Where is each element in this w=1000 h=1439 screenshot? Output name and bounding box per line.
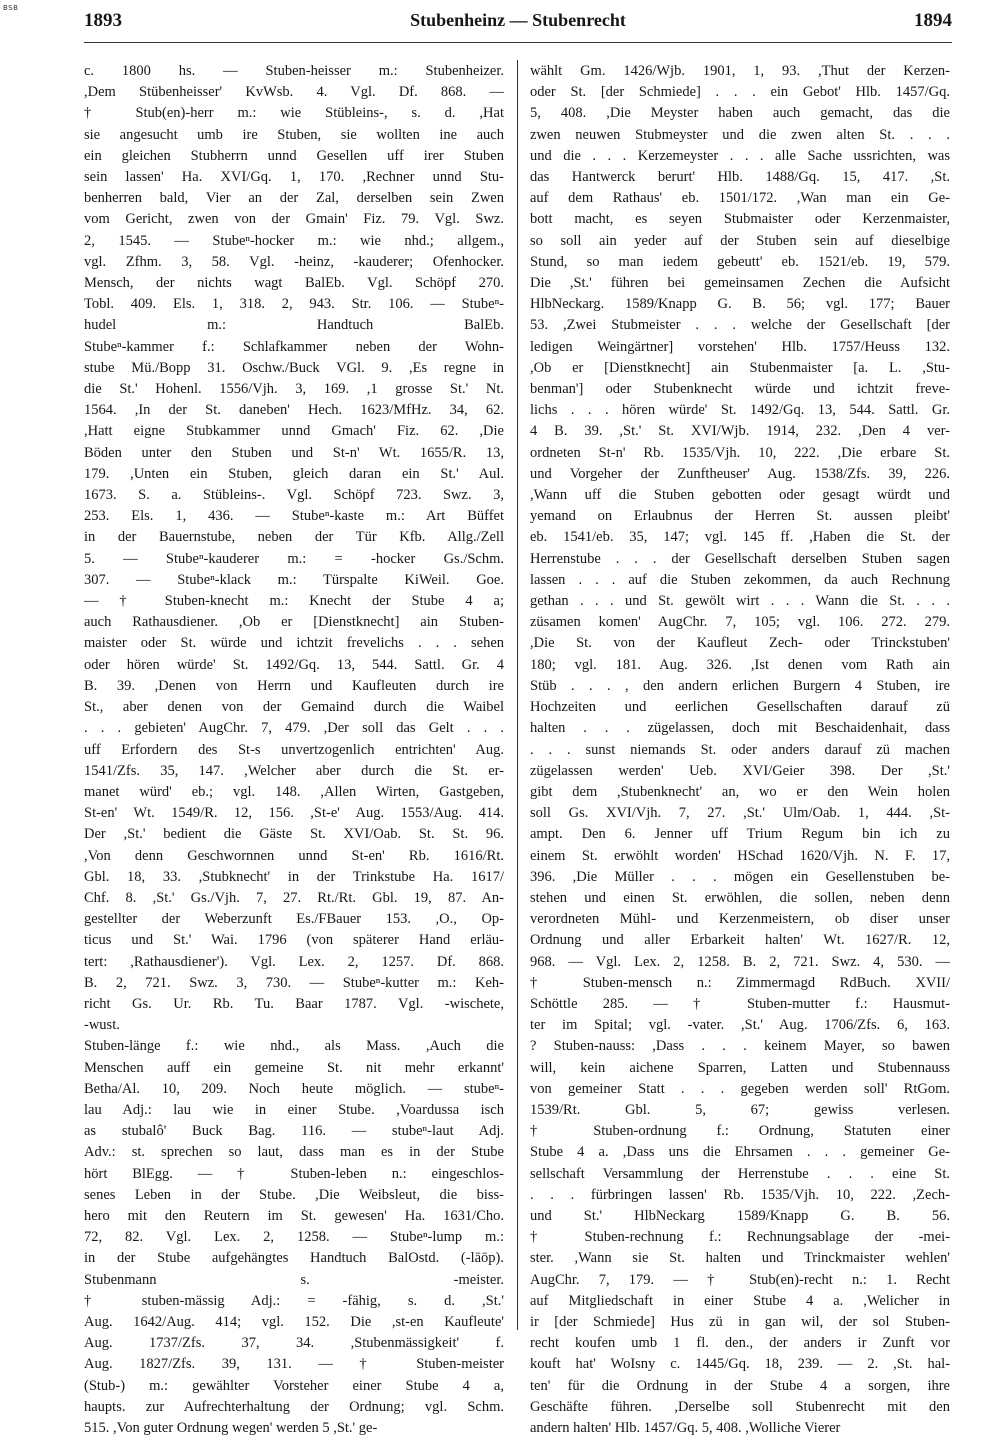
text-line: hört BlEgg. — † Stuben-leben n.: eingeschlos- (84, 1165, 504, 1182)
text-line: 1539/Rt. Gbl. 5, 67; gewiss verlesen. (530, 1101, 950, 1118)
text-line: ordneten St-n' Rb. 1535/Vjh. 10, 222. ,Die erbare St. (530, 444, 950, 461)
text-line: zügelassen werden' Ueb. XVI/Geier 398. Der ,St.' (530, 762, 950, 779)
text-line: soll Gs. XVI/Vjh. 7, 27. ,St.' Ulm/Oab. 1, 444. ,St- (530, 805, 950, 822)
text-line: Der ,St.' bedient die Gäste St. XVI/Oab. St. St. 96. (84, 826, 504, 843)
text-line: Menschen auff ein gemeine St. nit mehr erkannt' (84, 1059, 504, 1076)
text-line: ,Hatt eigne Stubkammer unnd Gmach' Fiz. 62. ,Die (84, 423, 504, 440)
text-line: sellschaft Versammlung der Herrenstube . . . eine St. (530, 1165, 950, 1182)
text-line: 1541/Zfs. 35, 147. ,Welcher aber durch die St. er- (84, 762, 504, 779)
text-line: B. 39. ,Denen von Herrn und Kaufleuten durch ire (84, 677, 504, 694)
text-line: haupts. zur Aufrechterhaltung der Ordnung; vgl. Schm. (84, 1398, 504, 1415)
text-line: halten . . . zügelassen, doch mit Beschaidenhait, dass (530, 720, 950, 737)
column-divider (517, 60, 518, 1330)
text-line: 307. — Stubeⁿ-klack m.: Türspalte KiWeil. Goe. (84, 571, 504, 588)
text-line: — † Stuben-knecht m.: Knecht der Stube 4 a; (84, 593, 504, 610)
text-line: Adv.: st. sprechen so laut, dass man es in der Stube (84, 1144, 504, 1161)
text-line: 968. — Vgl. Lex. 2, 1258. B. 2, 721. Swz. 4, 530. — (530, 953, 950, 970)
text-line: tert: ,Rathausdiener'). Vgl. Lex. 2, 1257. Df. 868. (84, 953, 504, 970)
text-line: und die . . . Kerzemeyster . . . alle Sache ussrichten, was (530, 147, 950, 164)
text-line: Stuben-länge f.: wie nhd., als Mass. ,Auch die (84, 1038, 504, 1055)
text-line: ampt. Den 6. Jenner uff Trium Regum bin ich zu (530, 826, 950, 843)
running-head: Stubenheinz — Stubenrecht (410, 10, 626, 30)
text-line: verordneten Mühl- und Kerzenmeistern, ob diser unser (530, 911, 950, 928)
text-line: wählt Gm. 1426/Wjb. 1901, 1, 93. ,Thut der Kerzen- (530, 63, 950, 79)
page-header (84, 10, 952, 38)
text-line: ticus und St.' Wai. 1796 (von späterer Hand erläu- (84, 932, 504, 949)
text-line: auf Mitgliedschaft in einer Stube 4 a. ,Welicher in (530, 1292, 950, 1309)
page-number-left: 1893 (84, 10, 122, 31)
text-line: so soll ain yeder auf der Stuben sein auf dieselbige (530, 232, 950, 249)
text-line: in der Bauernstube, neben der Tür Kfb. Allg./Zell (84, 529, 504, 546)
left-column (84, 61, 504, 1439)
text-line: Mensch, der nichts wagt BalEb. Vgl. Schöpf 270. (84, 275, 504, 292)
text-line: zwen neuwen Stubmeyster und die zwen alten St. . . . (530, 126, 950, 143)
text-line: ,Von denn Geschwornnen unnd St-en' Rb. 1616/Rt. (84, 847, 504, 864)
text-line: richt Gs. Ur. Rb. Tu. Baar 1787. Vgl. -wischete, (84, 995, 504, 1012)
text-line: ? Stuben-nauss: ,Dass . . . keinem Mayer, so bawen (530, 1038, 950, 1055)
text-line: ,Dem Stübenheisser' KvWsb. 4. Vgl. Df. 868. — (84, 84, 504, 101)
text-line: 396. ,Die Müller . . . mögen ein Gesellenstuben be- (530, 868, 950, 885)
text-line: St-en' Wt. 1549/R. 12, 156. ,St-e' Aug. 1553/Aug. 414. (84, 805, 504, 822)
text-line: c. 1800 hs. — Stuben-heisser m.: Stubenheizer. (84, 63, 504, 79)
text-line: 1673. S. a. Stübleins-. Vgl. Schöpf 723. Swz. 3, (84, 487, 504, 504)
text-line: Stubenmann s. -meister. (84, 1271, 504, 1288)
text-line: . . . sunst niemands St. oder anders darauf zü machen (530, 741, 950, 758)
text-line: 253. Els. 1, 436. — Stubeⁿ-kaste m.: Art Büffet (84, 508, 504, 525)
text-line: HlbNeckarg. 1589/Knapp G. B. 56; vgl. 177; Bauer (530, 296, 950, 313)
text-line: Geschäfte führen. ,Derselbe soll Stubenrecht mit den (530, 1398, 950, 1415)
text-line: gestellter der Weberzunft Es./FBauer 153. ,O., Op- (84, 911, 504, 928)
text-line: ten' für die Ordnung in der Stube 4 a sorgen, ihre (530, 1377, 950, 1394)
text-line: stehen und einen St. erwöhlen, die sollen, neben denn (530, 889, 950, 906)
text-line: † Stuben-rechnung f.: Rechnungsablage der -mei- (530, 1229, 950, 1246)
text-line: Aug. 1642/Aug. 414; vgl. 152. Die ,st-en Kaufleute' (84, 1313, 504, 1330)
text-line: in der Stube aufgehängtes Handtuch BalOstd. (-lāōp). (84, 1250, 504, 1267)
text-line: Die ,St.' führen bei gemeinsamen Zechen die Aufsicht (530, 275, 950, 292)
text-line: Hochzeiten und eerlichen Gesellschaften darauf zü (530, 699, 950, 716)
text-line: und Vorgeher der Zunftheuser' Aug. 1538/Zfs. 39, 226. (530, 465, 950, 482)
text-line: Stubeⁿ-kammer f.: Schlafkammer neben der Wohn- (84, 338, 504, 355)
text-line: benherren bald, Vier an der Zal, derselben sein Zwen (84, 190, 504, 207)
text-line: Gbl. 18, 33. ,Stubknecht' in der Trinkstube Ha. 1617/ (84, 868, 504, 885)
text-line: uff Erfordern des St-s unvertzogenlich entrichten' Aug. (84, 741, 504, 758)
text-line: ein gleichen Stubherrn unnd Gesellen uff irer Stuben (84, 147, 504, 164)
text-line: Stube 4 a. ,Dass uns die Ehrsamen . . . gemeiner Ge- (530, 1144, 950, 1161)
text-line: das Hantwerck berurt' Hlb. 1488/Gq. 15, 417. ,St. (530, 169, 950, 186)
text-line: ter im Spital; vgl. -vater. ,St.' Aug. 1706/Zfs. 6, 163. (530, 1017, 950, 1034)
text-line: (Stub-) m.: gewählter Vorsteher einer Stube 4 a, (84, 1377, 504, 1394)
text-line: 2, 1545. — Stubeⁿ-hocker m.: wie nhd.; allgem., (84, 232, 504, 249)
text-line: manet würd' eb.; vgl. 148. ,Allen Wirten, Gastgeben, (84, 783, 504, 800)
text-line: yemand on Erlaubnus der Herren St. aussen pleibt' (530, 508, 950, 525)
text-line: -wust. (84, 1017, 120, 1034)
text-line: Aug. 1827/Zfs. 39, 131. — † Stuben-meister (84, 1356, 504, 1373)
text-line: Stund, so man iedem gebeutt' eb. 1521/eb. 19, 579. (530, 253, 950, 270)
header-rule (84, 42, 952, 43)
text-line: 5. — Stubeⁿ-kauderer m.: = -hocker Gs./Schm. (84, 550, 504, 567)
text-line: Ordnung und aller Erbarkeit halten' Wt. 1627/R. 12, (530, 932, 950, 949)
text-line: hero mit den Reutern im St. gewesen' Ha. 1631/Cho. (84, 1207, 504, 1224)
text-line: 515. ,Von guter Ordnung wegen' werden 5 ,St.' ge- (84, 1420, 378, 1436)
text-line: ,Die St. von der Kaufleut Zech- oder Trinckstuben' (530, 635, 950, 652)
right-column (530, 61, 950, 1439)
text-line: die St.' Hohenl. 1556/Vjh. 3, 169. ,1 grosse St.' Nt. (84, 381, 504, 398)
library-stamp: BSB (3, 4, 19, 12)
text-line: recht koufen umb 1 fl. den., der anders ir Zunft vor (530, 1335, 950, 1352)
text-line: bott macht, es seyen Stubmaister oder Kerzenmaister, (530, 211, 950, 228)
text-line: 72, 82. Vgl. Lex. 2, 1258. — Stubeⁿ-lump m.: (84, 1229, 504, 1246)
text-line: ir [der Schmiede] Hus zü in gan wil, der sol Stuben- (530, 1313, 950, 1330)
text-line: † Stuben-mensch n.: Zimmermagd RdBuch. XVII/ (530, 974, 950, 991)
text-line: hudel m.: Handtuch BalEb. (84, 317, 504, 334)
text-line: ,Wann uff die Stuben gebotten oder gesagt würdt und (530, 487, 950, 504)
text-line: † stuben-mässig Adj.: = -fähig, s. d. ,St.' (84, 1292, 504, 1309)
text-line: ledigen Weingärtner] vorstehen' Hlb. 1757/Heuss 132. (530, 338, 950, 355)
text-line: 180; vgl. 181. Aug. 326. ,Ist denen vom Rath ain (530, 656, 950, 673)
text-line: oder hören würde' St. 1492/Gq. 13, 544. Sattl. Gr. 4 (84, 656, 504, 673)
text-line: sein lassen' Ha. XVI/Gq. 1, 170. ,Rechner unnd Stu- (84, 169, 504, 186)
text-line: . . . gebieten' AugChr. 7, 479. ,Der soll das Gelt . . . (84, 720, 504, 737)
text-line: kouft hat' WoIsny c. 1445/Gq. 18, 239. — 2. ,St. hal- (530, 1356, 950, 1373)
text-line: St., aber denen von der Gemaind durch die Waibel (84, 699, 504, 716)
text-line: Aug. 1737/Zfs. 37, 34. ,Stubenmässigkeit' f. (84, 1335, 504, 1352)
text-line: B. 2, 721. Swz. 3, 730. — Stubeⁿ-kutter m.: Keh- (84, 974, 504, 991)
text-line: † Stuben-ordnung f.: Ordnung, Statuten einer (530, 1123, 950, 1140)
text-line: einem St. erwöhlt worden' HSchad 1620/Vjh. N. F. 17, (530, 847, 950, 864)
text-line: oder St. [der Schmiede] . . . ein Gebot' Hlb. 1457/Gq. (530, 84, 950, 101)
text-line: von gemeiner Statt . . . gegeben werden soll' RtGom. (530, 1080, 950, 1097)
text-line: lau Adj.: lau wie in einer Stube. ,Voardussa isch (84, 1101, 504, 1118)
text-line: as stubalô' Buck Bag. 116. — stubeⁿ-laut Adj. (84, 1123, 504, 1140)
text-line: Tobl. 409. Els. 1, 318. 2, 943. Str. 106. — Stubeⁿ- (84, 296, 504, 313)
text-line: benman'] oder Stubenknecht würde und ichtzit freve- (530, 381, 950, 398)
text-line: Stüb . . . , den andern erlichen Burgern 4 Stuben, ire (530, 677, 950, 694)
text-line: eb. 1541/eb. 35, 147; vgl. 145 ff. ,Haben die St. der (530, 529, 950, 546)
text-line: 5, 408. ,Die Meyster haben auch gemacht, das die (530, 105, 950, 122)
text-line: sie angesucht umb ire Stuben, sie wollten ine auch (84, 126, 504, 143)
text-line: † Stub(en)-herr m.: wie Stübleins-, s. d. ,Hat (84, 105, 504, 122)
text-line: auf dem Rathaus' eb. 1501/172. ,Wan man ein Ge- (530, 190, 950, 207)
text-line: lichs . . . hören würde' St. 1492/Gq. 13, 544. Sattl. Gr. (530, 402, 950, 419)
text-line: AugChr. 7, 179. — † Stub(en)-recht n.: 1. Recht (530, 1271, 950, 1288)
text-line: züsamen komen' AugChr. 7, 105; vgl. 106. 272. 279. (530, 614, 950, 631)
text-line: gethan . . . und St. gewölt wirt . . . Wann die St. . . . (530, 593, 950, 610)
text-line: auch Rathausdiener. ,Ob er [Dienstknecht] ain Stuben- (84, 614, 504, 631)
text-line: 53. ,Zwei Stubmeister . . . welche der Gesellschaft [der (530, 317, 950, 334)
text-line: . . . fürbringen lassen' Rb. 1535/Vjh. 10, 222. ,Zech- (530, 1186, 950, 1203)
text-line: Herrenstube . . . der Gesellschaft derselben Stuben sagen (530, 550, 950, 567)
text-line: vgl. Zfhm. 3, 58. Vgl. -heinz, -kauderer; Ofenhocker. (84, 253, 504, 270)
text-line: ster. ,Wann sie St. halten und Trinckmaister wehlen' (530, 1250, 950, 1267)
text-line: 4 B. 39. ,St.' St. XVI/Wjb. 1914, 232. ,Den 4 ver- (530, 423, 950, 440)
text-line: 179. ,Unten ein Stuben, gleich daran ein St.' Aul. (84, 465, 504, 482)
text-line: ,Ob er [Dienstknecht] ain Stubenmaister [a. L. ,Stu- (530, 359, 950, 376)
text-line: stube Mü./Bopp 31. Oschw./Buck VGl. 9. ,Es regne in (84, 359, 504, 376)
text-line: maister oder St. würde und ichtzit frevelichs . . . sehen (84, 635, 504, 652)
page-number-right: 1894 (914, 10, 952, 31)
text-line: gibt dem ,Stubenknecht' an, wo er den Wein holen (530, 783, 950, 800)
text-line: und St.' HlbNeckarg 1589/Knapp G. B. 56. (530, 1207, 950, 1224)
text-line: andern halten' Hlb. 1457/Gq. 5, 408. ,Wolliche Vierer (530, 1420, 841, 1436)
text-line: 1564. ,In der St. daneben' Hech. 1623/MfHz. 34, 62. (84, 402, 504, 419)
text-line: senes Leben in der Stube. ,Die Weibsleut, die biss- (84, 1186, 504, 1203)
text-line: Chf. 8. ,St.' Gs./Vjh. 7, 27. Rt./Rt. Gbl. 19, 87. An- (84, 889, 504, 906)
text-line: Schöttle 285. — † Stuben-mutter f.: Hausmut- (530, 995, 950, 1012)
text-line: Böden unter den Stuben und St-n' Wt. 1655/R. 13, (84, 444, 504, 461)
text-line: vom Gericht, zwen von der Gmain' Fiz. 79. Vgl. Swz. (84, 211, 504, 228)
text-line: lassen . . . auf die Stuben zekommen, da auch Rechnung (530, 571, 950, 588)
text-line: Betha/Al. 10, 209. Noch heute möglich. — stubeⁿ- (84, 1080, 504, 1097)
text-line: will, kein aichene Sparren, Latten und Stubennauss (530, 1059, 950, 1076)
